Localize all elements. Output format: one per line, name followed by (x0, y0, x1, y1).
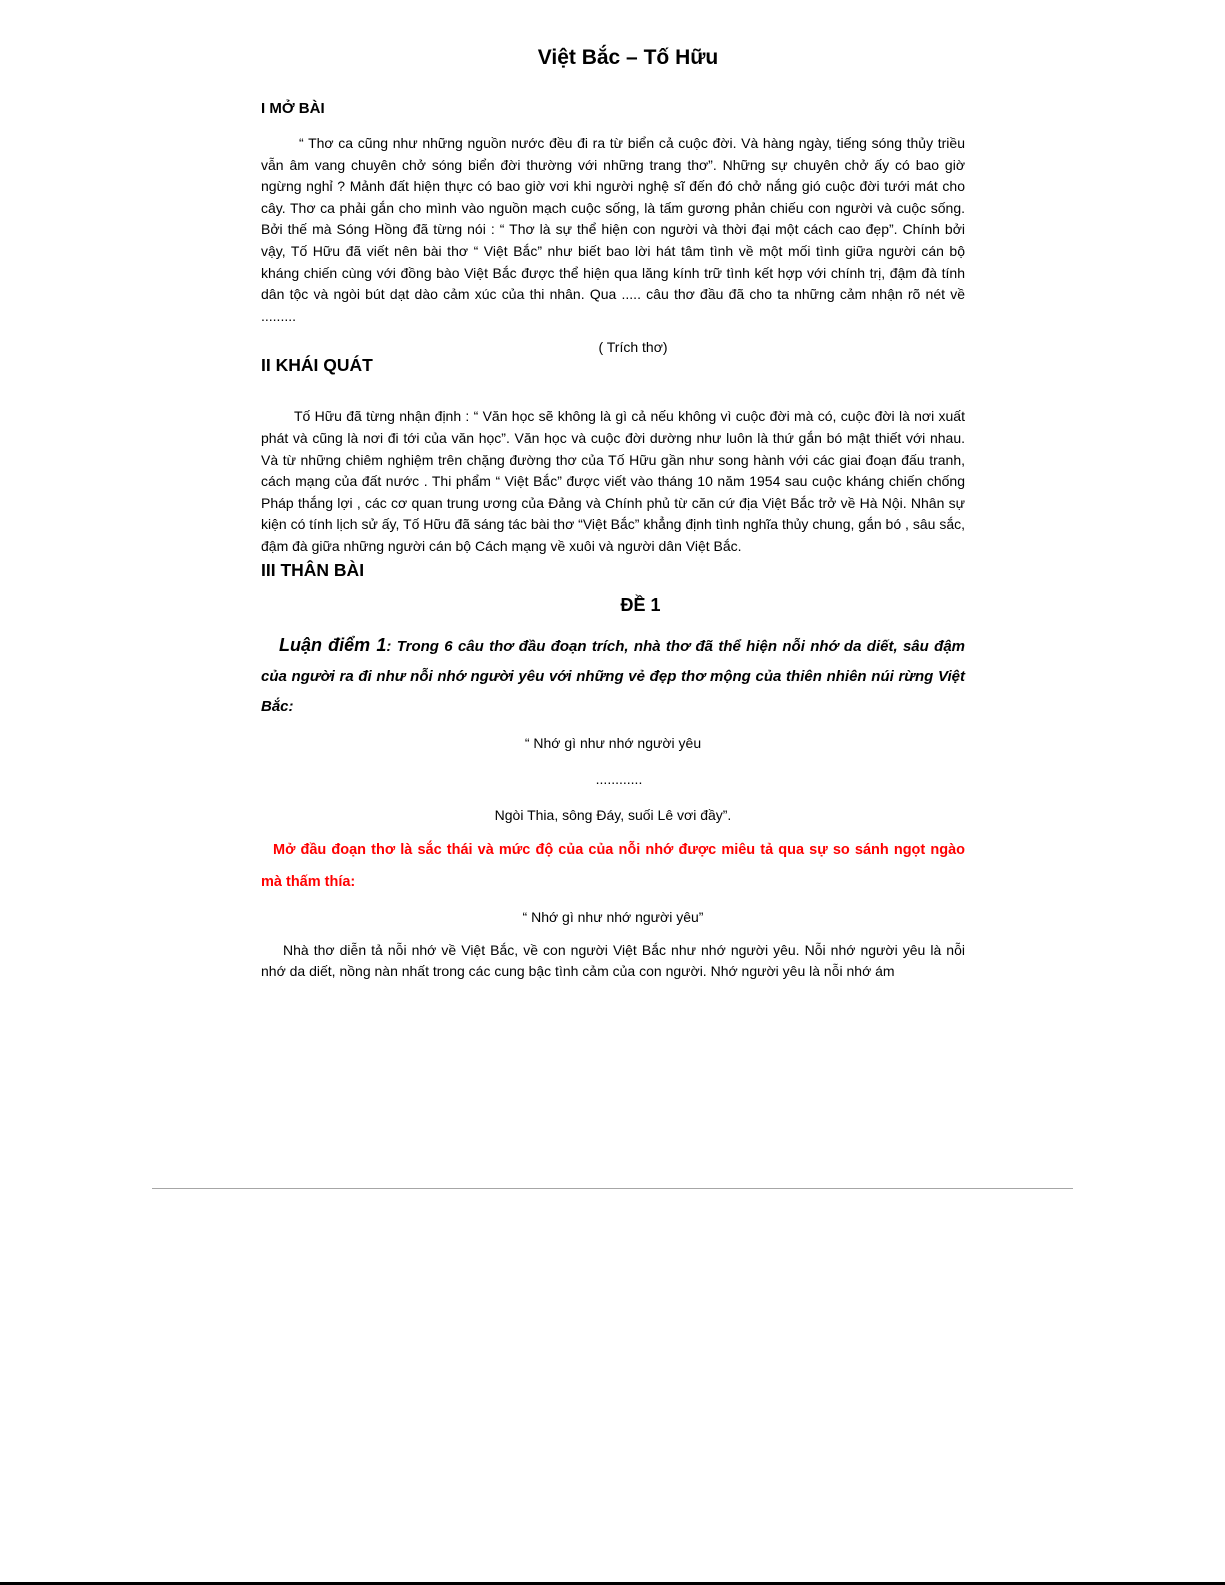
verse-line-2: Ngòi Thia, sông Đáy, suối Lê vơi đầy”. (494, 806, 732, 823)
highlighted-paragraph: Mở đầu đoạn thơ là sắc thái và mức độ của của nỗi nhớ được miêu tả qua sự so sánh ngọt ngào mà thấm thía: (261, 841, 965, 890)
luan-diem-text: : Trong 6 câu thơ đầu đoạn trích, nhà thơ đã thể hiện nỗi nhớ da diết, sâu đậm của người ra đi như nỗi nhớ người yêu với những vẻ đẹp thơ mộng của thiên nhiên núi rừng Việt Bắc: (261, 637, 965, 715)
heading-mo-bai: I MỞ BÀI (261, 100, 325, 117)
page-separator-rule (152, 1188, 1073, 1189)
verse-line-1: “ Nhớ gì như nhớ người yêu (524, 734, 702, 751)
paragraph-last: Nhà thơ diễn tả nỗi nhớ về Việt Bắc, về con người Việt Bắc như nhớ người yêu. Nỗi nhớ người yêu là nỗi nhớ da diết, nồng nàn nhất trong các cung bậc tình cảm của con người. Nhớ người yêu là nỗi nhớ ám (261, 941, 965, 980)
de-1-heading: ĐỀ 1 (620, 594, 661, 615)
trich-tho-note: ( Trích thơ) (598, 339, 668, 356)
luan-diem-lead: Luận điểm 1 (279, 634, 387, 655)
luan-diem-1 (261, 630, 965, 722)
heading-than-bai: III THÂN BÀI (261, 559, 365, 580)
quote-line: “ Nhớ gì như nhớ người yêu” (522, 908, 704, 925)
document-page (261, 40, 965, 983)
heading-khai-quat: II KHÁI QUÁT (261, 355, 373, 376)
document-title: Việt Bắc – Tố Hữu (537, 46, 719, 69)
verse-ellipsis: ............ (595, 770, 643, 787)
paragraph-khai-quat: Tố Hữu đã từng nhận định : “ Văn học sẽ không là gì cả nếu không vì cuộc đời mà có, cuộc đời là nơi xuất phát và cũng là nơi đi tới của văn học”. Văn học và cuộc đời dường như luôn là thứ gắn bó mật thiết với nhau. Và từ những chiêm nghiệm trên chặng đường thơ của Tố Hữu gần như song hành với các giai đoạn đấu tranh, cách mạng của đất nước . Thi phẩm “ Việt Bắc” được viết vào tháng 10 năm 1954 sau cuộc kháng chiến chống Pháp thắng lợi , các cơ quan trung ương của Đảng và Chính phủ từ căn cứ địa Việt Bắc trở về Hà Nội. Nhân sự kiện có tính lịch sử ấy, Tố Hữu đã sáng tác bài thơ “Việt Bắc” khẳng định tình nghĩa thủy chung, gắn bó , sâu sắc, đậm đà giữa những người cán bộ Cách mạng về xuôi và người dân Việt Bắc. (261, 408, 965, 554)
paragraph-mo-bai: “ Thơ ca cũng như những nguồn nước đều đi ra từ biển cả cuộc đời. Và hàng ngày, tiếng sóng thủy triều vẫn âm vang chuyên chở sóng biển đời thường với những trang thơ”. Những sự chuyên chở ấy có bao giờ ngừng nghỉ ? Mảnh đất hiện thực có bao giờ vơi khi người nghệ sĩ đến đó chở nắng gió cuộc đời tưới mát cho cây. Thơ ca phải gắn cho mình vào nguồn mạch cuộc sống, là tấm gương phản chiếu con người và cuộc sống. Bởi thế mà Sóng Hồng đã từng nói : “ Thơ là sự thể hiện con người và thời đại một cách cao đẹp”. Chính bởi vậy, Tố Hữu đã viết nên bài thơ “ Việt Bắc” như biết bao lời hát tâm tình về một mối tình giữa người cán bộ kháng chiến cùng với đồng bào Việt Bắc được thể hiện qua lăng kính trữ tình kết hợp với chính trị, đậm đà tính dân tộc và ngòi bút dạt dào cảm xúc của thi nhân. Qua ..... câu thơ đầu đã cho ta những cảm nhận rõ nét về ......... (261, 135, 965, 324)
